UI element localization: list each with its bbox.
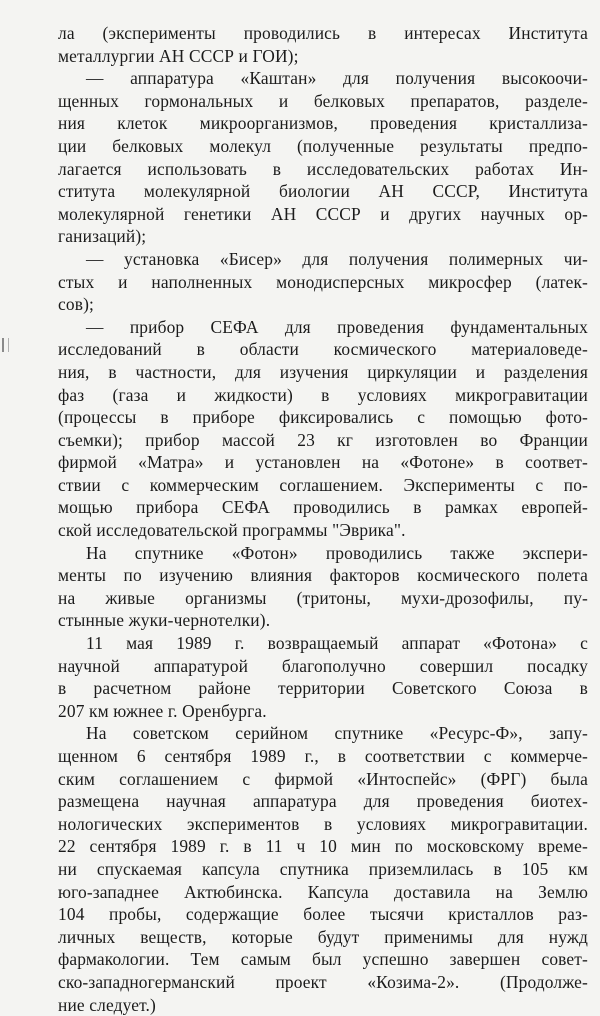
text-line: — прибор СЕФА для проведения фундаментальных bbox=[86, 316, 588, 337]
text-line: фаз (газа и жидкости) в условиях микрогравитации bbox=[58, 384, 588, 405]
text-line: металлургии АН СССР и ГОИ); bbox=[58, 45, 299, 66]
text-line: (процессы в приборе фиксировались с помощью фото- bbox=[58, 407, 588, 428]
text-line: — установка «Бисер» для получения полимерных чи- bbox=[86, 248, 588, 269]
text-line: 11 мая 1989 г. возвращаемый аппарат «Фотона» с bbox=[86, 633, 588, 654]
text-line: ской исследовательской программы "Эврика". bbox=[58, 520, 406, 541]
text-line: ско-западногерманский проект «Козима-2». (Продолже- bbox=[58, 971, 588, 992]
text-line: юго-западнее Актюбинска. Капсула доставила на Землю bbox=[58, 881, 588, 902]
text-line: 104 пробы, содержащие более тысячи кристаллов раз- bbox=[58, 904, 588, 925]
text-line: личных веществ, которые будут применимы для нужд bbox=[58, 926, 588, 947]
text-line: ние следует.) bbox=[58, 994, 156, 1015]
text-line: ститута молекулярной биологии АН СССР, Института bbox=[58, 181, 588, 202]
text-line: 22 сентября 1989 г. в 11 ч 10 мин по московскому време- bbox=[58, 836, 588, 857]
text-line: щенном 6 сентября 1989 г., в соответствии с коммерче- bbox=[58, 746, 588, 766]
margin-mark bbox=[2, 338, 9, 352]
text-line: стых и наполненных монодисперсных микросфер (латек- bbox=[58, 271, 588, 292]
text-line: сов); bbox=[58, 294, 94, 315]
text-line: исследований в области космического материаловеде- bbox=[58, 339, 588, 360]
text-line: ния клеток микроорганизмов, проведения кристаллиза- bbox=[58, 113, 588, 134]
text-line: — аппаратура «Каштан» для получения высокоочи- bbox=[86, 68, 588, 89]
text-line: ствии с коммерческим соглашением. Эксперименты с по- bbox=[58, 474, 588, 495]
text-line: лагается использовать в исследовательских работах Ин- bbox=[58, 158, 588, 179]
text-line: ния, в частности, для изучения циркуляции и разделения bbox=[58, 361, 588, 382]
text-line: ла (эксперименты проводились в интересах Института bbox=[58, 23, 588, 43]
text-line: ским соглашением с фирмой «Интоспейс» (ФРГ) была bbox=[58, 768, 588, 789]
text-line: стынные жуки-чернотелки). bbox=[58, 610, 271, 631]
text-line: нологических экспериментов в условиях микрогравитации. bbox=[58, 813, 588, 834]
text-line: размещена научная аппаратура для проведения биотех- bbox=[58, 791, 588, 812]
text-line: ганизаций); bbox=[58, 226, 147, 247]
text-line: щенных гормональных и белковых препаратов, разделе- bbox=[58, 90, 588, 111]
body-text bbox=[58, 22, 588, 1016]
text-line: На спутнике «Фотон» проводились также экспери- bbox=[86, 542, 588, 563]
text-line: молекулярной генетики АН СССР и других научных ор- bbox=[58, 203, 588, 224]
text-line: менты по изучению влияния факторов космического полета bbox=[58, 565, 588, 586]
text-line: ни спускаемая капсула спутника приземлилась в 105 км bbox=[58, 858, 588, 879]
text-line: 207 км южнее г. Оренбурга. bbox=[58, 700, 267, 721]
text-line: фирмой «Матра» и установлен на «Фотоне» в соответ- bbox=[58, 452, 588, 473]
text-line: мощью прибора СЕФА проводились в рамках европей- bbox=[58, 497, 588, 518]
text-line: съемки); прибор массой 23 кг изготовлен во Франции bbox=[58, 429, 588, 450]
text-line: ции белковых молекул (полученные результаты предпо- bbox=[58, 135, 588, 156]
text-line: на живые организмы (тритоны, мухи-дрозофилы, пу- bbox=[58, 587, 588, 608]
text-line: фармакологии. Тем самым был успешно завершен совет- bbox=[58, 949, 588, 970]
text-line: в расчетном районе территории Советского Союза в bbox=[58, 678, 588, 699]
text-line: На советском серийном спутнике «Ресурс-Ф», запу- bbox=[86, 723, 588, 744]
text-line: научной аппаратурой благополучно совершил посадку bbox=[58, 655, 588, 676]
